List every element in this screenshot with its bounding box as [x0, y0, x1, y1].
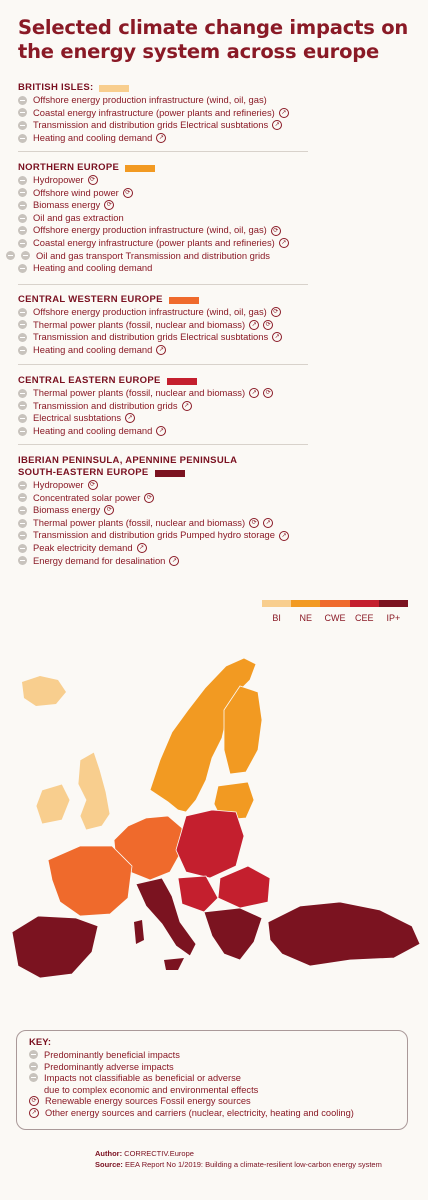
- legend-swatch-cwe: [320, 600, 349, 607]
- other-energy-icon: ↗: [279, 108, 289, 118]
- adverse-impact-icon: [18, 188, 27, 197]
- renewable-energy-icon: ⟳: [123, 188, 133, 198]
- impact-item: Heating and cooling demand ↗: [18, 132, 318, 145]
- other-energy-icon: ↗: [137, 543, 147, 553]
- adverse-impact-icon: [18, 531, 27, 540]
- adverse-impact-icon: [18, 481, 27, 490]
- map-romania: [218, 866, 270, 908]
- renewable-energy-icon: ⟳: [29, 1096, 39, 1106]
- impact-item: Hydropower ⟳: [18, 479, 318, 492]
- adverse-impact-icon: [18, 134, 27, 143]
- other-energy-icon: ↗: [279, 531, 289, 541]
- key-title: KEY:: [29, 1037, 51, 1048]
- impact-item: Transmission and distribution grids Electrical susbtations ↗: [18, 119, 318, 132]
- other-energy-icon: ↗: [29, 1108, 39, 1118]
- adverse-impact-icon: [18, 506, 27, 515]
- legend-swatch-bi: [262, 600, 291, 607]
- renewable-energy-icon: ⟳: [104, 505, 114, 515]
- author-label: Author:: [95, 1149, 123, 1158]
- adverse-impact-icon: [18, 346, 27, 355]
- region-color-swatch: [167, 378, 197, 385]
- renewable-energy-icon: ⟳: [271, 307, 281, 317]
- other-energy-icon: ↗: [272, 332, 282, 342]
- region-title: CENTRAL EASTERN EUROPE: [18, 375, 161, 386]
- legend-label: IP+: [386, 613, 401, 623]
- source-value: EEA Report No 1/2019: Building a climate-resilient low-carbon energy system: [125, 1160, 382, 1169]
- renewable-energy-icon: ⟳: [271, 226, 281, 236]
- other-energy-icon: ↗: [169, 556, 179, 566]
- impact-item: Offshore energy production infrastructure (wind, oil, gas): [18, 94, 318, 107]
- impact-item: Coastal energy infrastructure (power plants and refineries) ↗: [18, 107, 318, 120]
- adverse-impact-icon: [18, 389, 27, 398]
- adverse-impact-icon: [18, 264, 27, 273]
- map-france: [48, 846, 132, 916]
- renewable-energy-icon: ⟳: [88, 175, 98, 185]
- adverse-impact-icon: [18, 239, 27, 248]
- region-title: BRITISH ISLES:: [18, 82, 94, 93]
- impact-item: Heating and cooling demand ↗: [18, 344, 318, 357]
- impact-item: Offshore energy production infrastructure (wind, oil, gas) ⟳: [18, 224, 318, 237]
- impact-item: Biomass energy ⟳: [18, 199, 318, 212]
- adverse-impact-icon: [18, 493, 27, 502]
- adverse-impact-icon: [18, 226, 27, 235]
- legend-swatch-cee: [350, 600, 379, 607]
- divider: [18, 284, 308, 285]
- other-energy-icon: ↗: [249, 320, 259, 330]
- adverse-impact-icon: [18, 108, 27, 117]
- other-energy-icon: ↗: [156, 345, 166, 355]
- key-box: [16, 1030, 408, 1130]
- region-color-swatch: [169, 297, 199, 304]
- renewable-energy-icon: ⟳: [144, 493, 154, 503]
- divider: [18, 364, 308, 365]
- adverse-impact-icon: [18, 544, 27, 553]
- map-iceland: [22, 676, 66, 706]
- region-color-swatch: [99, 85, 129, 92]
- impact-item: Thermal power plants (fossil, nuclear and biomass) ⟳ ↗: [18, 517, 318, 530]
- other-energy-icon: ↗: [125, 413, 135, 423]
- legend-label: CEE: [354, 613, 374, 623]
- impact-item: Energy demand for desalination ↗: [18, 555, 318, 568]
- europe-map: [0, 640, 428, 1010]
- renewable-energy-icon: ⟳: [263, 388, 273, 398]
- map-iberia: [12, 916, 98, 978]
- impact-item: Peak electricity demand ↗: [18, 542, 318, 555]
- region-central-western-europe: [18, 294, 318, 356]
- region-title: CENTRAL WESTERN EUROPE: [18, 294, 163, 305]
- impact-item: Thermal power plants (fossil, nuclear and biomass) ↗ ⟳: [18, 319, 318, 332]
- key-item-continuation: due to complex economic and environmental effects: [44, 1084, 259, 1095]
- adverse-impact-icon: [18, 401, 27, 410]
- region-title: NORTHERN EUROPE: [18, 162, 120, 173]
- map-balkans-south: [204, 908, 262, 960]
- credits: [95, 1148, 382, 1170]
- other-energy-icon: ↗: [263, 518, 273, 528]
- key-item: Predominantly beneficial impacts: [29, 1050, 395, 1062]
- impact-item: Concentrated solar power ⟳: [18, 492, 318, 505]
- adverse-impact-icon: [18, 214, 27, 223]
- impact-item: Transmission and distribution grids Pumped hydro storage ↗: [18, 529, 318, 542]
- impact-item: Biomass energy ⟳: [18, 504, 318, 517]
- adverse-impact-icon: [18, 427, 27, 436]
- beneficial-impact-icon: [29, 1050, 38, 1059]
- author-value: CORRECTIV.Europe: [124, 1149, 194, 1158]
- impact-item: Oil and gas transport Transmission and distribution grids: [6, 250, 318, 263]
- map-great-britain: [78, 752, 110, 830]
- legend-label: BI: [272, 613, 281, 623]
- impact-item: Hydropower ⟳: [18, 174, 318, 187]
- map-sicily: [164, 958, 184, 970]
- legend-label: NE: [299, 613, 313, 623]
- impact-item: Offshore energy production infrastructure (wind, oil, gas) ⟳: [18, 306, 318, 319]
- other-energy-icon: ↗: [156, 426, 166, 436]
- adverse-impact-icon: [18, 176, 27, 185]
- impact-item: Heating and cooling demand ↗: [18, 425, 318, 438]
- region-title: IBERIAN PENINSULA, APENNINE PENINSULA: [18, 455, 238, 466]
- legend-swatch-ip: [379, 600, 408, 607]
- map-turkey: [268, 902, 420, 966]
- divider: [18, 151, 308, 152]
- adverse-impact-icon: [21, 251, 30, 260]
- region-northern-europe: [18, 162, 318, 275]
- region-color-swatch: [125, 165, 155, 172]
- key-item: Impacts not classifiable as beneficial or adverse: [29, 1073, 395, 1085]
- other-energy-icon: ↗: [249, 388, 259, 398]
- map-sardinia: [134, 920, 144, 944]
- unclassifiable-impact-icon: [29, 1073, 38, 1082]
- region-title-line2: SOUTH-EASTERN EUROPE: [18, 467, 149, 478]
- page-title: Selected climate change impacts on the energy system across europe: [18, 16, 409, 63]
- impact-item: Transmission and distribution grids ↗: [18, 400, 318, 413]
- other-energy-icon: ↗: [156, 133, 166, 143]
- map-central-eastern: [176, 810, 244, 878]
- key-item: ↗ Other energy sources and carriers (nuclear, electricity, heating and cooling): [29, 1108, 395, 1120]
- adverse-impact-icon: [18, 308, 27, 317]
- impact-item: Oil and gas extraction: [18, 212, 318, 225]
- legend-color-bar: [262, 600, 408, 607]
- renewable-energy-icon: ⟳: [249, 518, 259, 528]
- adverse-impact-icon: [6, 251, 15, 260]
- adverse-impact-icon: [18, 320, 27, 329]
- renewable-energy-icon: ⟳: [88, 480, 98, 490]
- other-energy-icon: ↗: [272, 120, 282, 130]
- map-balkans-north: [178, 876, 218, 912]
- impact-item: Transmission and distribution grids Electrical susbtations ↗: [18, 331, 318, 344]
- key-item: Predominantly adverse impacts: [29, 1062, 395, 1074]
- other-energy-icon: ↗: [279, 238, 289, 248]
- adverse-impact-icon: [18, 96, 27, 105]
- adverse-impact-icon: [18, 414, 27, 423]
- region-color-swatch: [155, 470, 185, 477]
- renewable-energy-icon: ⟳: [104, 200, 114, 210]
- renewable-energy-icon: ⟳: [263, 320, 273, 330]
- region-central-eastern-europe: [18, 375, 318, 437]
- adverse-impact-icon: [18, 519, 27, 528]
- impact-item: Offshore wind power ⟳: [18, 187, 318, 200]
- region-south-europe: [18, 455, 318, 567]
- key-item: ⟳ Renewable energy sources Fossil energy sources: [29, 1096, 395, 1108]
- adverse-impact-icon: [18, 201, 27, 210]
- map-legend: [262, 600, 408, 623]
- adverse-impact-icon: [18, 121, 27, 130]
- map-ireland: [36, 784, 70, 824]
- impact-item: Electrical susbtations ↗: [18, 412, 318, 425]
- region-british-isles: [18, 82, 318, 144]
- impact-item: Coastal energy infrastructure (power plants and refineries) ↗: [18, 237, 318, 250]
- adverse-impact-icon: [29, 1062, 38, 1071]
- impact-item: Thermal power plants (fossil, nuclear and biomass) ↗ ⟳: [18, 387, 318, 400]
- adverse-impact-icon: [18, 333, 27, 342]
- impact-item: Heating and cooling demand: [18, 262, 318, 275]
- legend-swatch-ne: [291, 600, 320, 607]
- adverse-impact-icon: [18, 556, 27, 565]
- source-label: Source:: [95, 1160, 123, 1169]
- other-energy-icon: ↗: [182, 401, 192, 411]
- legend-label: CWE: [324, 613, 346, 623]
- divider: [18, 444, 308, 445]
